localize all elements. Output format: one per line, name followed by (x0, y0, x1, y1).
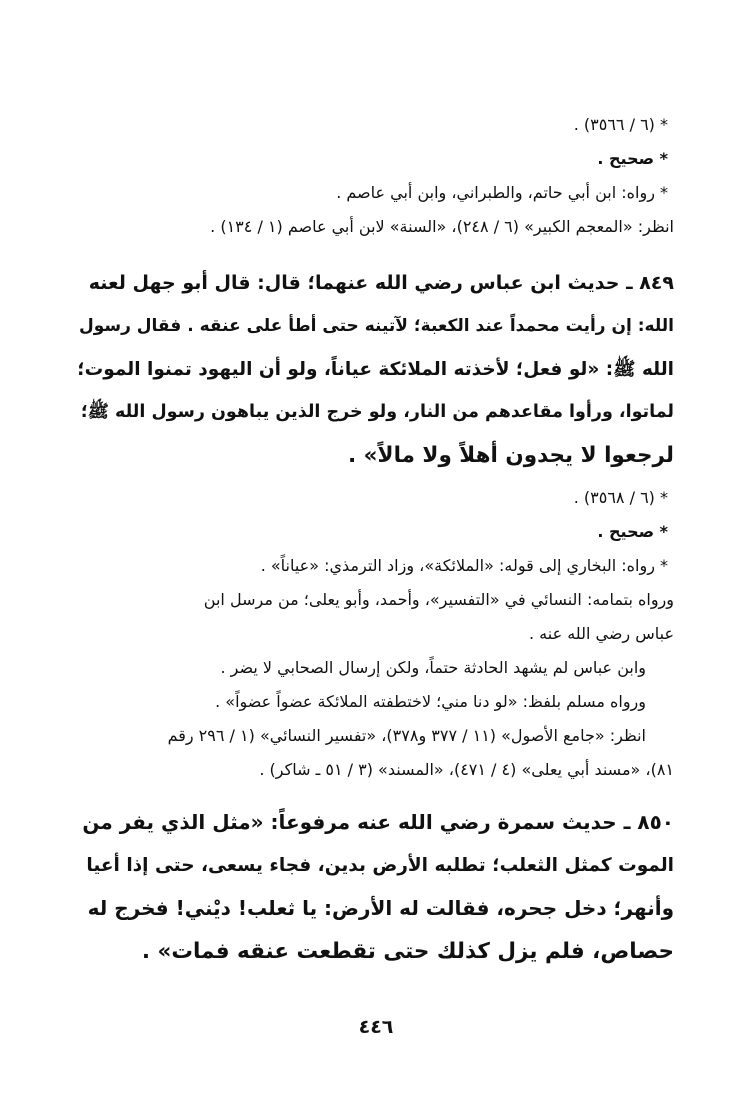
hadith-850 (74, 801, 674, 973)
hadith-grade: * صحيح . (597, 149, 668, 168)
hadith-text-line: لماتوا، ورأوا مقاعدهم من النار، ولو خرج الذين يباهون رسول الله ﷺ؛ (80, 402, 674, 422)
hadith-text-line: لرجعوا لا يجدون أهلاً ولا مالاً» . (348, 443, 674, 468)
hadith-reference: * (٦ / ٣٥٦٦) . (573, 115, 668, 134)
hadith-848-tail (74, 108, 674, 244)
hadith-text-line: حصاص، فلم يزل كذلك حتى تقطعت عنقه فمات» . (141, 939, 674, 964)
hadith-text-line: ٨٥٠ ـ حديث سمرة رضي الله عنه مرفوعاً: «مثل الذي يفر من (82, 810, 674, 834)
commentary-note: وابن عباس لم يشهد الحادثة حتماً، ولكن إرسال الصحابي لا يضر . (220, 658, 646, 677)
hadith-reference: * (٦ / ٣٥٦٨) . (573, 488, 668, 507)
hadith-text-line: الموت كمثل الثعلب؛ تطلبه الأرض بدين، فجاء يسعى، حتى إذا أعيا (86, 855, 674, 876)
hadith-text-line: الله: إن رأيت محمداً عند الكعبة؛ لآتينه حتى أطأ على عنقه . فقال رسول (78, 316, 674, 336)
full-narration-line: ورواه بتمامه: النسائي في «التفسير»، وأحمد، وأبو يعلى؛ من مرسل ابن (203, 590, 674, 609)
muslim-narration: ورواه مسلم بلفظ: «لو دنا مني؛ لاختطفته الملائكة عضواً عضواً» . (215, 692, 646, 711)
see-reference: انظر: «المعجم الكبير» (٦ / ٢٤٨)، «السنة» لابن أبي عاصم (١ / ١٣٤) . (210, 217, 674, 236)
hadith-text-line: ٨٤٩ ـ حديث ابن عباس رضي الله عنهما؛ قال: قال أبو جهل لعنه (88, 272, 674, 294)
narrators-line: * رواه: البخاري إلى قوله: «الملائكة»، وزاد الترمذي: «عياناً» . (260, 556, 668, 575)
see-reference: انظر: «جامع الأصول» (١١ / ٣٧٧ و٣٧٨)، «تفسير النسائي» (١ / ٢٩٦ رقم (167, 726, 646, 745)
hadith-text-line: وأنهر؛ دخل جحره، فقالت له الأرض: يا ثعلب! ديْني! فخرج له (87, 896, 674, 920)
hadith-849 (74, 262, 674, 787)
page-number: ٤٤٦ (358, 1016, 394, 1038)
hadith-grade: * صحيح . (597, 522, 668, 541)
full-narration-line: عباس رضي الله عنه . (528, 624, 674, 643)
hadith-text-line: الله ﷺ: «لو فعل؛ لأخذته الملائكة عياناً، ولو أن اليهود تمنوا الموت؛ (77, 359, 674, 380)
narrators-line: * رواه: ابن أبي حاتم، والطبراني، وابن أبي عاصم . (336, 183, 668, 202)
see-reference: ٨١)، «مسند أبي يعلى» (٤ / ٤٧١)، «المسند» (٣ / ٥١ ـ شاكر) . (259, 760, 674, 779)
